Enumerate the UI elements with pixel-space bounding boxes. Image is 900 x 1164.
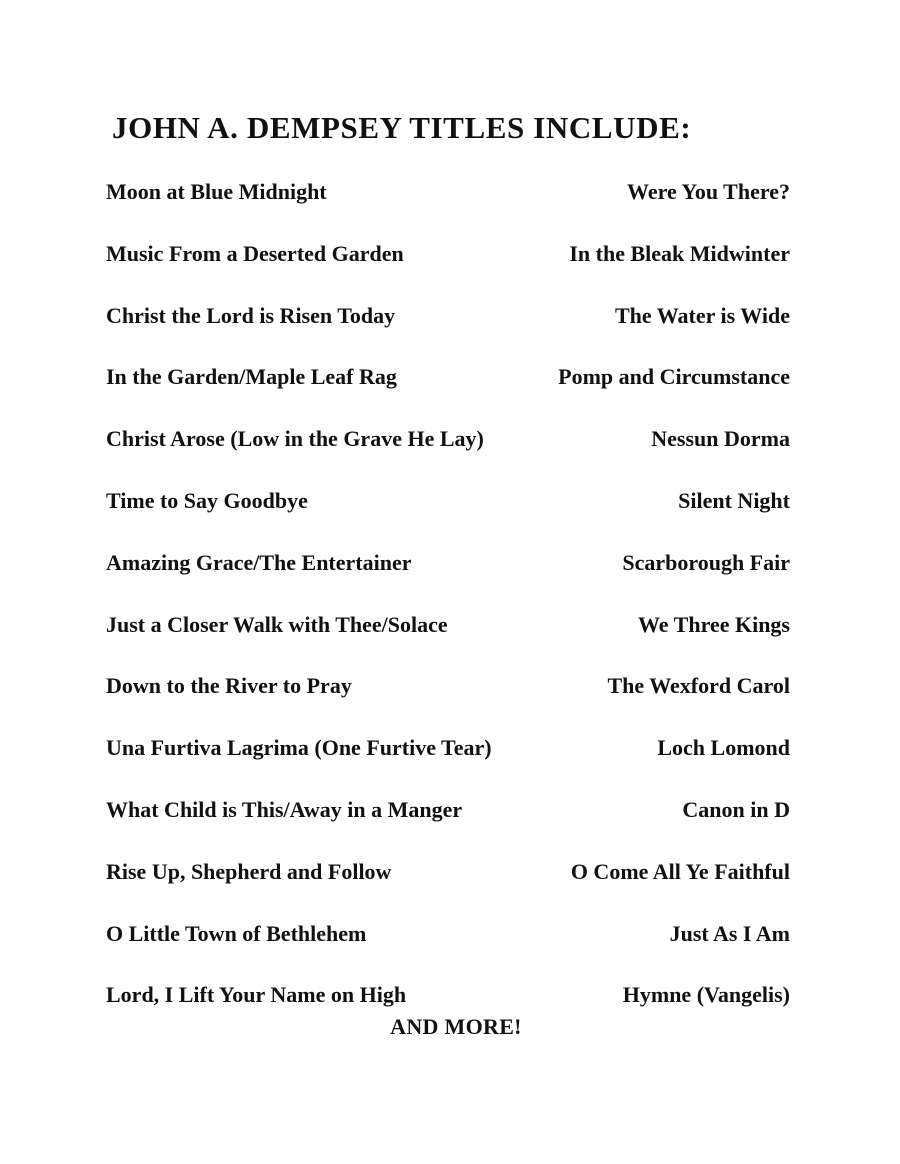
title-left: Una Furtiva Lagrima (One Furtive Tear) xyxy=(106,735,492,761)
title-left: Christ the Lord is Risen Today xyxy=(106,302,396,328)
title-left: O Little Town of Bethlehem xyxy=(106,920,367,946)
title-left: Rise Up, Shepherd and Follow xyxy=(106,858,392,884)
title-row xyxy=(106,547,796,609)
title-right: The Wexford Carol xyxy=(607,673,790,699)
title-left: Lord, I Lift Your Name on High xyxy=(106,982,407,1008)
title-right: Canon in D xyxy=(682,796,790,822)
title-left: In the Garden/Maple Leaf Rag xyxy=(106,364,397,390)
title-row xyxy=(106,794,796,856)
title-row xyxy=(106,670,796,732)
title-left: What Child is This/Away in a Manger xyxy=(106,796,463,822)
title-row xyxy=(106,176,796,238)
title-right: The Water is Wide xyxy=(614,302,790,328)
title-row xyxy=(106,609,796,671)
title-right: Loch Lomond xyxy=(657,735,790,761)
title-row xyxy=(106,300,796,362)
title-left: Down to the River to Pray xyxy=(106,673,352,699)
title-right: Nessun Dorma xyxy=(651,426,790,452)
title-left: Christ Arose (Low in the Grave He Lay) xyxy=(106,426,484,452)
title-left: Time to Say Goodbye xyxy=(106,487,308,513)
page-title: JOHN A. DEMPSEY TITLES INCLUDE: xyxy=(112,110,692,145)
title-list xyxy=(106,176,796,1041)
title-left: Amazing Grace/The Entertainer xyxy=(106,549,412,575)
title-row xyxy=(106,918,796,980)
title-right: Just As I Am xyxy=(669,920,790,946)
title-left: Music From a Deserted Garden xyxy=(106,240,404,266)
title-right: Scarborough Fair xyxy=(622,549,790,575)
title-row xyxy=(106,485,796,547)
title-left: Moon at Blue Midnight xyxy=(106,179,327,204)
title-right: Hymne (Vangelis) xyxy=(622,982,790,1008)
title-row xyxy=(106,361,796,423)
and-more-text: AND MORE! xyxy=(390,1014,522,1039)
title-right: Silent Night xyxy=(678,487,790,513)
title-row xyxy=(106,856,796,918)
title-row xyxy=(106,238,796,300)
title-right: In the Bleak Midwinter xyxy=(569,240,790,266)
title-right: We Three Kings xyxy=(638,611,790,637)
title-row xyxy=(106,423,796,485)
title-left: Just a Closer Walk with Thee/Solace xyxy=(106,611,448,637)
title-row xyxy=(106,732,796,794)
title-right: Were You There? xyxy=(627,179,790,204)
title-right: O Come All Ye Faithful xyxy=(570,858,790,884)
title-right: Pomp and Circumstance xyxy=(558,364,790,390)
